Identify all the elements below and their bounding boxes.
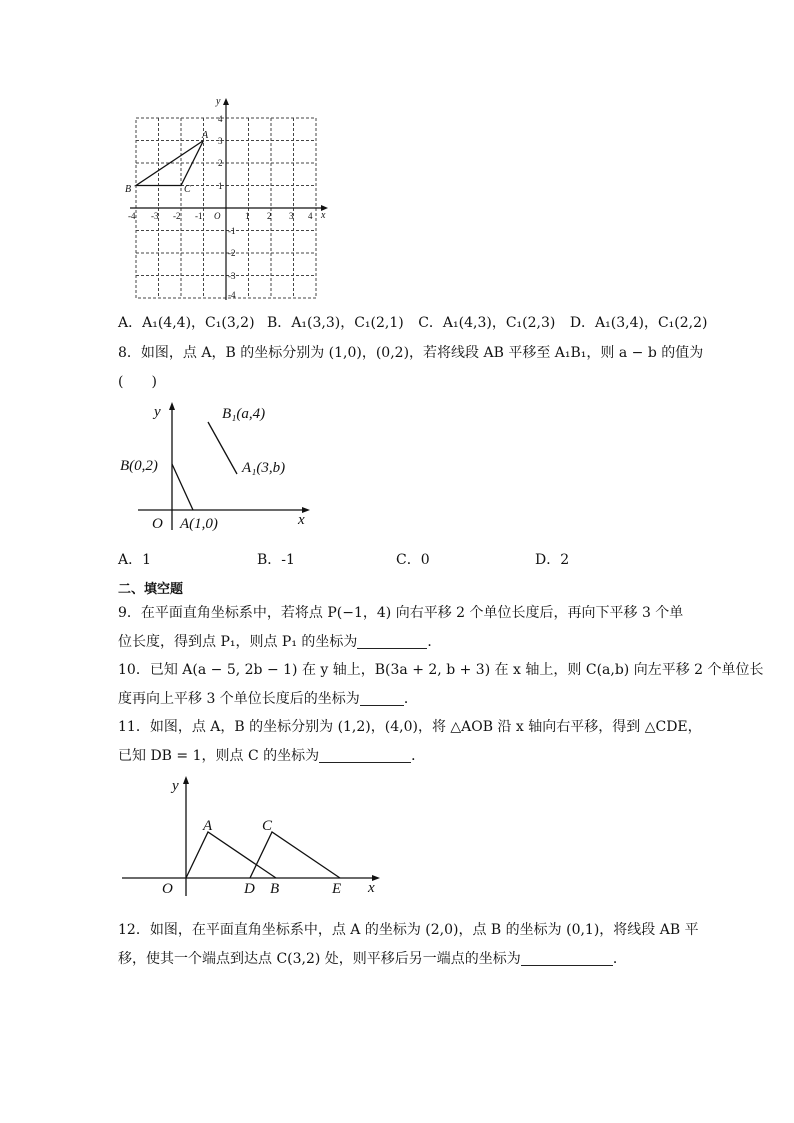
y-tick: -4	[228, 290, 236, 300]
section-heading: 二、填空题	[118, 582, 184, 597]
q12-line1: 12．如图，在平面直角坐标系中，点 A 的坐标为 (2,0)，点 B 的坐标为 (0,1)，将线段 AB 平	[118, 922, 699, 938]
q11-line1: 11．如图，点 A，B 的坐标分别为 (1,2)，(4,0)，将 △AOB 沿 x 轴向右平移，得到 △CDE，	[118, 719, 702, 735]
q11-line2: 已知 DB = 1，则点 C 的坐标为 ．	[118, 748, 426, 764]
y-tick: -1	[228, 226, 236, 236]
q11-figure	[118, 772, 388, 902]
axis-label-y: y	[154, 404, 161, 420]
point-label-A: A(1,0)	[180, 516, 218, 532]
origin-label: O	[214, 211, 221, 221]
q10-line2: 度再向上平移 3 个单位长度后的坐标为 ．	[118, 691, 418, 707]
y-tick: -2	[228, 248, 236, 258]
x-tick: -2	[173, 211, 181, 221]
q8-option-D: D．2	[535, 552, 570, 568]
origin-label: O	[152, 516, 163, 532]
axis-label-x: x	[298, 512, 305, 528]
axis-label-x: x	[321, 210, 326, 221]
answer-blank[interactable]	[357, 634, 427, 649]
q8-option-A: A．1	[118, 552, 152, 568]
q10-line1: 10．已知 A(a − 5, 2b − 1) 在 y 轴上，B(3a + 2, b + 3) 在 x 轴上，则 C(a,b) 向左平移 2 个单位长	[118, 662, 764, 678]
point-label-A: A	[203, 818, 213, 834]
option-C: C．A₁(4,3)，C₁(2,3)	[418, 315, 556, 331]
q7-coordinate-graph	[118, 92, 340, 304]
answer-blank[interactable]	[521, 951, 613, 966]
x-tick: 3	[289, 211, 294, 221]
option-D: D．A₁(3,4)，C₁(2,2)	[569, 315, 708, 331]
answer-blank[interactable]	[360, 691, 404, 706]
y-tick: 4	[218, 114, 223, 124]
point-label-E: E	[332, 881, 342, 897]
q8-stem: 8．如图，点 A，B 的坐标分别为 (1,0)，(0,2)，若将线段 AB 平移至 A₁B₁，则 a − b 的值为	[118, 345, 704, 361]
x-tick: -1	[195, 211, 203, 221]
x-tick: -4	[128, 211, 136, 221]
x-tick: -3	[151, 211, 159, 221]
q8-option-B: B．-1	[257, 552, 295, 568]
y-tick: 3	[218, 136, 223, 146]
x-tick: 1	[245, 211, 250, 221]
x-tick: 4	[308, 211, 313, 221]
option-A: A．A₁(4,4)，C₁(3,2)	[118, 315, 255, 331]
q8-answer-paren: ( )	[118, 374, 157, 390]
point-label-B: B(0,2)	[120, 458, 158, 474]
q9-line1: 9．在平面直角坐标系中，若将点 P(−1，4) 向右平移 2 个单位长度后，再向下平移 3 个单	[118, 605, 684, 621]
q12-line2: 移，使其一个端点到达点 C(3,2) 处，则平移后另一端点的坐标为 ．	[118, 951, 627, 967]
option-B: B．A₁(3,3)，C₁(2,1)	[267, 315, 404, 331]
y-tick: 1	[218, 181, 223, 191]
point-label-B: B	[125, 184, 132, 195]
point-label-C: C	[262, 818, 273, 834]
point-label-D: D	[244, 881, 255, 897]
point-label-A: A	[202, 130, 209, 141]
q8-option-C: C．0	[396, 552, 430, 568]
q9-line2: 位长度，得到点 P₁，则点 P₁ 的坐标为 ．	[118, 634, 442, 650]
origin-label: O	[162, 881, 173, 897]
point-label-C: C	[184, 184, 191, 195]
axis-label-y: y	[216, 96, 221, 107]
point-label-A1: A₁(3,b)	[242, 460, 286, 476]
q7-options	[118, 313, 707, 333]
axis-label-y: y	[172, 778, 179, 794]
point-label-B1: B₁(a,4)	[222, 406, 266, 422]
y-tick: 2	[218, 158, 223, 168]
x-tick: 2	[267, 211, 272, 221]
q8-figure	[118, 398, 318, 534]
answer-blank[interactable]	[319, 748, 411, 763]
point-label-B: B	[270, 881, 280, 897]
axis-label-x: x	[368, 880, 375, 896]
y-tick: -3	[228, 271, 236, 281]
